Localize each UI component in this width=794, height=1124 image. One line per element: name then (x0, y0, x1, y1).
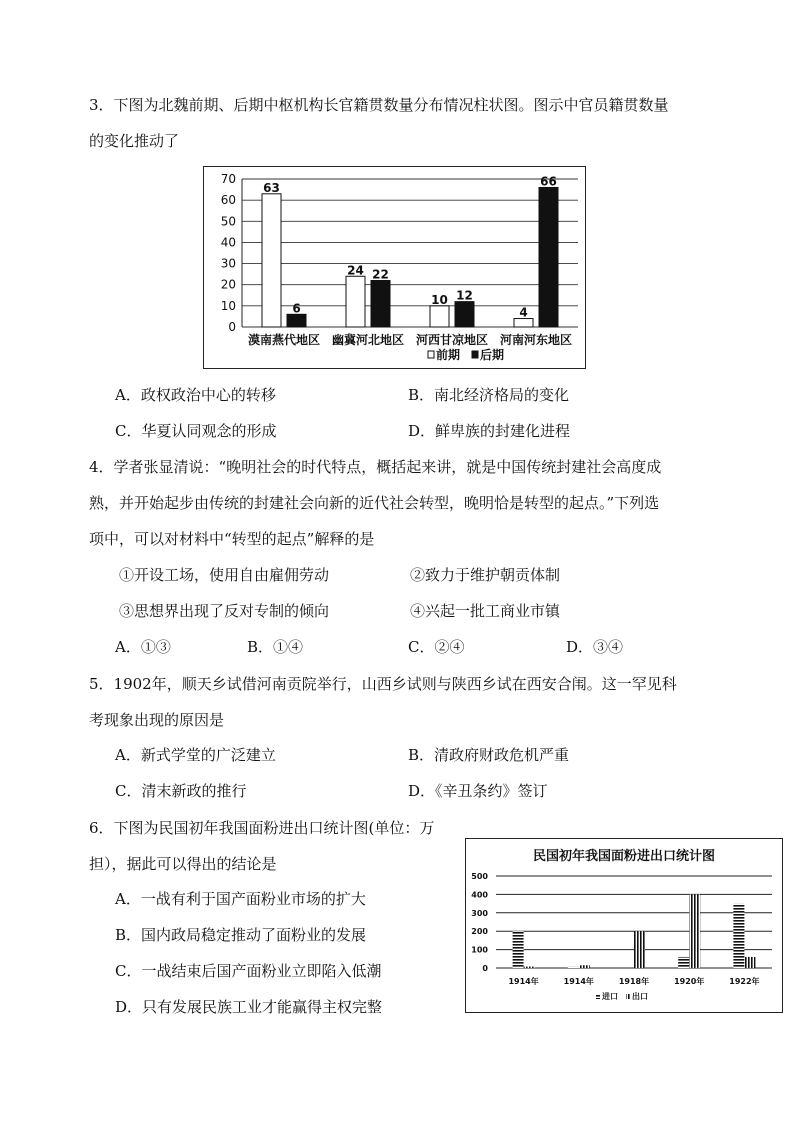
q6-stem-line1: 6．下图为民国初年我国面粉进出口统计图(单位：万 (89, 819, 435, 837)
q4-stem-line1: 4．学者张显清说：“晚明社会的时代特点，概括起来讲，就是中国传统封建社会高度成 (89, 458, 662, 476)
chart2-bar-import (733, 904, 744, 968)
q3-option-b[interactable]: B．南北经济格局的变化 (408, 386, 570, 404)
chart2-title: 民国初年我国面粉进出口统计图 (532, 849, 716, 864)
chart1-data-label: 6 (292, 301, 301, 316)
chart1-data-label: 10 (431, 292, 448, 307)
q5-option-c[interactable]: C．清末新政的推行 (115, 782, 247, 800)
q4-item-1: ①开设工场，使用自由雇佣劳动 (119, 566, 330, 584)
chart2-x-tick: 1918年 (618, 977, 650, 986)
chart1-data-label: 12 (456, 288, 473, 303)
chart1-x-tick: 幽冀河北地区 (331, 333, 405, 347)
q3-option-c[interactable]: C．华夏认同观念的形成 (115, 422, 277, 440)
q4-item-3: ③思想界出现了反对专制的倾向 (119, 602, 330, 620)
q4-item-4: ④兴起一批工商业市镇 (410, 602, 561, 620)
chart1-y-tick: 30 (220, 256, 236, 271)
chart1-x-tick: 河南河东地区 (499, 333, 573, 347)
chart1-bar-early (514, 319, 533, 327)
chart2-y-tick: 200 (471, 927, 488, 937)
chart1-bar-late (455, 302, 474, 327)
chart1-y-tick: 10 (220, 298, 236, 313)
q4-item-2: ②致力于维护朝贡体制 (410, 566, 561, 584)
q6-stem-line2: 担），据此可以得出的结论是 (89, 855, 277, 873)
chart1-y-tick: 60 (220, 193, 236, 208)
chart1-y-tick: 50 (220, 214, 236, 229)
q6-option-d[interactable]: D．只有发展民族工业才能赢得主权完整 (115, 998, 383, 1016)
chart1-bar-early (346, 276, 365, 327)
chart1-data-label: 24 (347, 263, 364, 278)
q4-option-d[interactable]: D．③④ (566, 638, 624, 656)
chart1-legend-label: 后期 (480, 348, 505, 362)
chart1-legend-swatch (428, 351, 434, 358)
chart2-bar-import (678, 957, 689, 968)
chart2-bar-export (634, 931, 645, 968)
q4-stem-line3: 项中，可以对材料中“转型的起点”解释的是 (89, 530, 375, 548)
chart1-bar-late (287, 314, 306, 327)
q3-stem-line1: 3．下图为北魏前期、后期中枢机构长官籍贯数量分布情况柱状图。图示中官员籍贯数量 (89, 96, 669, 114)
chart1-svg (204, 167, 585, 368)
chart2-bar-import (513, 931, 524, 968)
chart1-y-tick: 40 (220, 235, 236, 250)
q4-option-c[interactable]: C．②④ (408, 638, 465, 656)
q5-option-b[interactable]: B．清政府财政危机严重 (408, 746, 570, 764)
chart2-bar-import (568, 967, 579, 968)
q6-option-a[interactable]: A．一战有利于国产面粉业市场的扩大 (115, 890, 366, 908)
q5-stem-line2: 考现象出现的原因是 (89, 711, 225, 729)
chart1-data-label: 63 (263, 180, 280, 195)
chart2-y-tick: 500 (471, 872, 488, 881)
q4-stem-line2: 熟，并开始起步由传统的封建社会向新的近代社会转型，晚明恰是转型的起点。”下列选 (89, 494, 660, 512)
chart2-x-tick: 1914年 (508, 977, 539, 986)
q3-option-d[interactable]: D．鲜卑族的封建化进程 (408, 422, 571, 440)
chart1-y-tick: 20 (220, 277, 236, 292)
chart1-legend-label: 前期 (436, 348, 461, 362)
chart2-y-tick: 0 (482, 964, 488, 973)
q5-stem-line1: 5．1902年，顺天乡试借河南贡院举行，山西乡试则与陕西乡试在西安合闱。这一罕见科 (89, 675, 677, 693)
chart1-x-tick: 漠南燕代地区 (247, 333, 321, 347)
chart2-y-tick: 400 (471, 890, 488, 900)
chart2-y-tick: 100 (471, 945, 488, 955)
q6-option-c[interactable]: C．一战结束后国产面粉业立即陷入低潮 (115, 962, 382, 980)
q6-option-b[interactable]: B．国内政局稳定推动了面粉业的发展 (115, 926, 367, 944)
chart2-legend-label: 进口 (602, 992, 618, 1001)
chart1-data-label: 66 (540, 174, 557, 189)
chart2-x-tick: 1922年 (729, 977, 760, 986)
chart2-legend-label: 出口 (632, 992, 648, 1001)
chart1-legend-swatch (472, 351, 478, 358)
chart1-y-tick: 70 (220, 172, 236, 186)
q4-option-a[interactable]: A．①③ (115, 638, 171, 656)
chart2-x-tick: 1920年 (674, 977, 705, 986)
q5-option-d[interactable]: D．《辛丑条约》签订 (408, 782, 548, 800)
chart1-bar-early (430, 306, 449, 327)
q4-option-b[interactable]: B．①④ (247, 638, 304, 656)
q3-option-a[interactable]: A．政权政治中心的转移 (115, 386, 276, 404)
chart1-bar-late (371, 280, 390, 327)
chart2-bar-export (744, 957, 755, 968)
chart2-frame (465, 838, 783, 1013)
chart2-bar-export (689, 894, 700, 968)
chart2-legend-swatch (596, 994, 600, 999)
chart1-frame (203, 166, 586, 369)
chart1-x-tick: 河西甘凉地区 (415, 333, 489, 347)
chart2-y-tick: 300 (471, 908, 488, 918)
chart2-bar-export (524, 967, 535, 968)
chart2-bar-export (579, 965, 590, 968)
chart1-y-tick: 0 (228, 320, 236, 334)
chart2-svg (466, 839, 782, 1012)
chart1-bar-late (539, 187, 558, 327)
q5-option-a[interactable]: A．新式学堂的广泛建立 (115, 746, 276, 764)
chart1-bar-early (262, 194, 281, 327)
chart2-x-tick: 1914年 (563, 977, 594, 986)
q3-stem-line2: 的变化推动了 (89, 132, 180, 150)
chart1-data-label: 4 (519, 305, 528, 320)
chart1-data-label: 22 (372, 267, 389, 282)
chart2-legend-swatch (626, 994, 630, 999)
